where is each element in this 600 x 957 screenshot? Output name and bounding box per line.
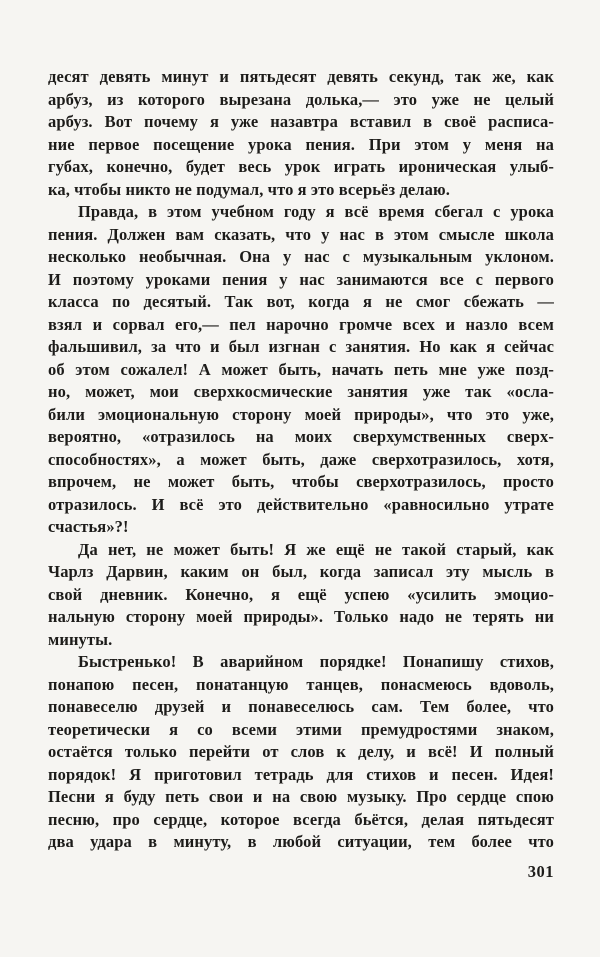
text-line: пения. Должен вам сказать, что у нас в этом смысле школа [48,224,554,244]
text-line: остаётся только перейти от слов к делу, и всё! И полный [48,742,554,761]
text-line: Правда, в этом учебном году я всё время сбегал с урока [78,202,554,221]
text-line: об этом сожалел! А может быть, начать петь мне уже позд- [48,359,554,379]
text-line: отразилось. И всё это действительно «равносильно утрате [48,494,554,514]
paragraph [48,539,554,652]
text-line: Песни я буду петь свои и на свою музыку. Про сердце спою [48,787,554,806]
text-line: Чарлз Дарвин, каким он был, когда записал эту мысль в [48,562,554,581]
text-line: минуты. [48,629,113,649]
text-line: ка, чтобы никто не подумал, что я это всерьёз делаю. [48,179,450,199]
text-line: несколько необычная. Она у нас с музыкальным уклоном. [48,247,554,266]
text-line: губах, конечно, будет весь урок играть ироническая улыб- [48,157,554,176]
text-line: вероятно, «отразилось на моих сверхумственных сверх- [48,427,554,446]
text-block [48,66,554,854]
text-line: впрочем, не может быть, чтобы сверхотразилось, просто [48,472,554,491]
text-line: понапою песен, понатанцую танцев, понасмеюсь вдоволь, [48,674,554,694]
text-line: десят девять минут и пятьдесят девять секунд, так же, как [48,67,554,86]
text-line: понавеселю друзей и понавеселюсь сам. Тем более, что [48,697,554,716]
text-line: порядок! Я приготовил тетрадь для стихов и песен. Идея! [48,764,554,784]
text-line: счастья»?! [48,517,129,536]
text-line: арбуз. Вот почему я уже назавтра вставил в своё расписа- [48,112,554,131]
paragraph [48,66,554,201]
text-line: но, может, мои сверхкосмические занятия уже так «осла- [48,382,554,401]
text-line: песню, про сердце, которое всегда бьётся, делая пятьдесят [48,809,554,829]
page-number: 301 [527,862,554,881]
text-line: свой дневник. Конечно, я ещё успею «усилить эмоцио- [48,584,554,604]
text-line: взял и сорвал его,— пел нарочно громче всех и назло всем [48,314,554,334]
text-line: теоретически я со всеми этими премудростями знаком, [48,719,554,739]
text-line: два удара в минуту, в любой ситуации, тем более что [48,832,554,851]
text-line: Да нет, не может быть! Я же ещё не такой старый, как [78,539,554,559]
text-line: фальшивил, за что и был изгнан с занятия. Но как я сейчас [48,337,554,356]
text-line: арбуз, из которого вырезана долька,— это уже не целый [48,89,554,109]
text-line: ние первое посещение урока пения. При этом у меня на [48,134,554,154]
paragraph [48,201,554,539]
text-line: били эмоциональную сторону моей природы», что это уже, [48,404,554,424]
text-line: нальную сторону моей природы». Только надо не терять ни [48,607,554,626]
text-line: И поэтому уроками пения у нас занимаются все с первого [48,269,554,289]
text-line: способностях», а может быть, даже сверхотразилось, хотя, [48,449,554,469]
text-line: Быстренько! В аварийном порядке! Понапишу стихов, [78,652,554,671]
text-line: класса по десятый. Так вот, когда я не смог сбежать — [48,292,554,311]
paragraph [48,651,554,854]
